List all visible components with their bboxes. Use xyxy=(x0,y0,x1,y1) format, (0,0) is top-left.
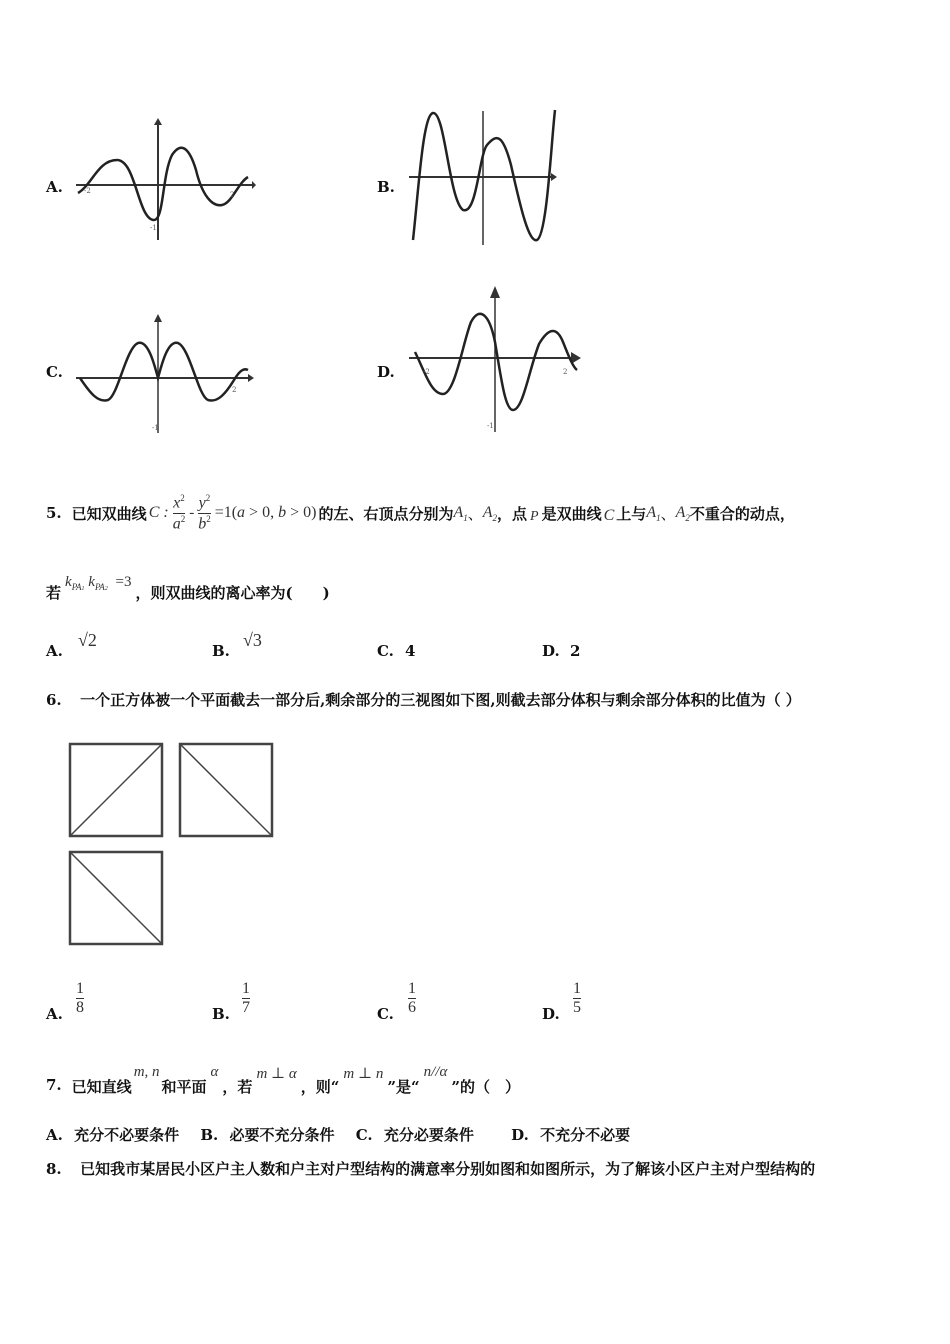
q7-option-d-text: 不充分不必要 xyxy=(540,1126,631,1144)
graph-c-curve xyxy=(80,343,248,401)
q7-option-d-label: D. xyxy=(511,1126,529,1144)
svg-text:-1: -1 xyxy=(152,424,159,432)
q6-option-a-label: A. xyxy=(46,1005,63,1023)
q6-option-b-label: B. xyxy=(212,1005,230,1023)
question-7-text3: ，若 xyxy=(222,1078,253,1096)
question-7-text4: ，则“ xyxy=(300,1078,340,1096)
graph-option-c-plot xyxy=(72,308,257,438)
q5-option-b-label: B. xyxy=(212,642,230,660)
graph-option-d-label: D. xyxy=(377,363,395,381)
graph-a-curve xyxy=(78,148,248,220)
vertex-a2-again: $A_2$ xyxy=(675,503,690,523)
top-view xyxy=(70,852,162,944)
q7-options xyxy=(46,1124,630,1145)
question-7-line xyxy=(46,1064,520,1097)
question-7-text1: 已知直线 xyxy=(71,1078,132,1096)
question-5-text6: 不重合的动点， xyxy=(689,504,795,523)
vertex-a1-again: $A_1$ xyxy=(646,503,661,523)
q5-option-c-value: 4 xyxy=(405,642,416,660)
graph-option-b-plot xyxy=(405,105,560,250)
q5-option-a-label: A. xyxy=(46,642,63,660)
q6-option-d-label: D. xyxy=(542,1005,560,1023)
hyperbola-formula: C : $\frac{x^2}{a^2}$ - $\frac{y^2}{b^2}$ =1(a > 0, b > 0) xyxy=(148,493,317,533)
q7-option-b-label: B. xyxy=(200,1126,219,1144)
q7-option-a-label: A. xyxy=(46,1126,63,1144)
question-8-line xyxy=(46,1158,815,1179)
m-perp-alpha: m ⊥ α xyxy=(256,1066,297,1082)
q6-option-d-fraction: 1 5 xyxy=(573,980,581,1017)
svg-text:-1: -1 xyxy=(150,224,157,232)
q5-option-d-value: 2 xyxy=(570,642,581,660)
q6-option-c-label: C. xyxy=(377,1005,394,1023)
slope-product: $k_{PA1}$ $k_{PA2} =3$ xyxy=(65,573,132,592)
question-5-line2 xyxy=(46,572,330,602)
svg-text:2: 2 xyxy=(230,191,235,199)
q5-option-c-label: C. xyxy=(377,642,394,660)
vertex-a2: $A_2$ xyxy=(482,503,498,523)
separator-again: 、 xyxy=(660,504,676,523)
q5-option-a-value: √2 xyxy=(78,630,97,650)
q5-option-d-label: D. xyxy=(542,642,560,660)
question-5-text2: 的左、右顶点分别为 xyxy=(318,504,454,523)
question-7-text6: ”的（ ） xyxy=(451,1078,520,1096)
graph-option-a-plot xyxy=(72,115,257,245)
graph-d-curve xyxy=(415,314,577,410)
question-6-text: 一个正方体被一个平面截去一部分后,剩余部分的三视图如下图,则截去部分体积与剩余部分体积的比值为（ ） xyxy=(80,691,801,709)
q7-option-c-label: C. xyxy=(355,1126,373,1144)
q6-option-b-fraction: 1 7 xyxy=(242,980,250,1017)
m-perp-n: m ⊥ n xyxy=(343,1066,384,1082)
svg-text:-1: -1 xyxy=(487,422,494,430)
question-7-text2: 和平面 xyxy=(161,1078,207,1096)
question-5-line1 xyxy=(46,493,795,533)
front-view xyxy=(70,744,162,836)
q7-option-a-text: 充分不必要条件 xyxy=(74,1126,180,1144)
question-5-line2-post: ，则双曲线的离心率为( ) xyxy=(135,584,330,602)
vertex-a1: $A_1$ xyxy=(453,503,468,523)
graph-option-b-label: B. xyxy=(377,178,395,196)
graph-option-a-label: A. xyxy=(46,178,63,196)
question-8-text: 已知我市某居民小区户主人数和户主对户型结构的满意率分别如图和如图所示，为了解该小区户主对户型结构的 xyxy=(80,1160,816,1178)
question-5-line2-pre: 若 xyxy=(46,584,62,602)
q7-option-c-text: 充分必要条件 xyxy=(383,1126,474,1144)
question-8-number: 8. xyxy=(46,1160,62,1178)
q7-option-b-text: 必要不充分条件 xyxy=(229,1126,335,1144)
separator: 、 xyxy=(467,504,483,523)
svg-text:2: 2 xyxy=(563,368,568,376)
curve-c: C xyxy=(603,507,615,525)
lines-mn: m, n xyxy=(133,1064,160,1080)
question-7-number: 7. xyxy=(46,1076,62,1094)
q6-option-c-fraction: 1 6 xyxy=(408,980,416,1017)
n-parallel-alpha: n//α xyxy=(423,1064,448,1080)
question-6-number: 6. xyxy=(46,691,62,709)
point-p: P xyxy=(530,509,539,525)
question-5-number: 5. xyxy=(46,504,62,523)
graph-b-curve xyxy=(413,110,555,240)
question-5-text3: ，点 xyxy=(497,504,528,523)
graph-option-d-plot xyxy=(405,282,585,444)
question-7-text5: ”是“ xyxy=(387,1078,420,1096)
plane-alpha: α xyxy=(210,1064,219,1080)
three-view-diagram xyxy=(66,740,278,950)
svg-text:-2: -2 xyxy=(423,368,430,376)
question-5-text5: 上与 xyxy=(616,504,647,523)
side-view xyxy=(180,744,272,836)
question-6-line xyxy=(46,689,801,710)
question-5-text4: 是双曲线 xyxy=(541,504,602,523)
graph-option-c-label: C. xyxy=(46,363,63,381)
q6-option-a-fraction: 1 8 xyxy=(76,980,84,1017)
q5-option-b-value: √3 xyxy=(243,630,262,650)
svg-text:-2: -2 xyxy=(84,187,91,195)
question-5-text1: 已知双曲线 xyxy=(71,504,147,523)
svg-text:2: 2 xyxy=(232,386,237,394)
